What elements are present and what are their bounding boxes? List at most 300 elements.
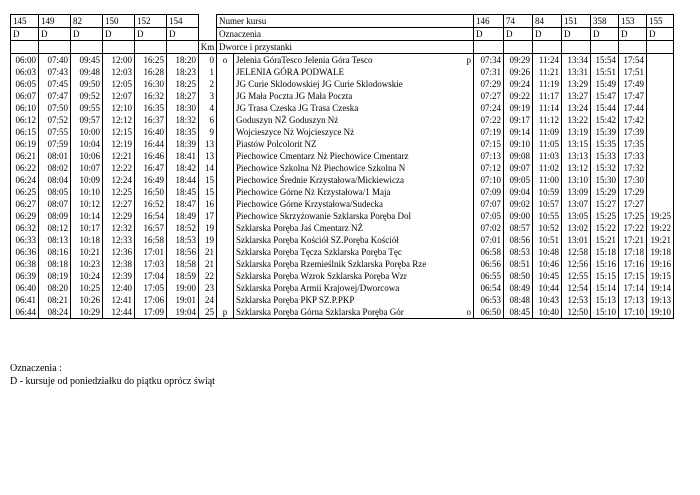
departure-time-left: 08:01 xyxy=(39,150,71,162)
day-code: D xyxy=(474,28,504,41)
stop-name xyxy=(234,90,474,102)
departure-time-right: 17:14 xyxy=(619,282,647,294)
departure-time-right: 09:05 xyxy=(504,174,533,186)
departure-time-left: 06:40 xyxy=(11,282,39,294)
departure-time-left: 17:05 xyxy=(135,282,167,294)
stop-flag-left: p xyxy=(217,306,234,319)
departure-time-left: 08:18 xyxy=(39,258,71,270)
departure-time-right: 19:25 xyxy=(647,210,674,222)
stop-name-text: Piechowice Cmentarz Nż Piechowice Cmentarz xyxy=(236,151,409,161)
km-value: 15 xyxy=(199,174,217,186)
departure-time-left: 08:20 xyxy=(39,282,71,294)
stop-flag-left xyxy=(217,222,234,234)
departure-time-right: 17:42 xyxy=(619,114,647,126)
km-value: 13 xyxy=(199,138,217,150)
departure-time-left: 06:39 xyxy=(11,270,39,282)
stop-row xyxy=(11,126,674,138)
departure-time-left: 07:50 xyxy=(39,102,71,114)
departure-time-right: 15:10 xyxy=(591,306,619,319)
departure-time-left: 06:27 xyxy=(11,198,39,210)
spacer xyxy=(199,28,217,41)
stop-name xyxy=(234,66,474,78)
departure-time-right: 17:21 xyxy=(619,234,647,246)
empty-cell xyxy=(504,41,533,54)
stop-flag-left xyxy=(217,138,234,150)
departure-time-right: 11:24 xyxy=(533,54,562,67)
departure-time-right: 10:51 xyxy=(533,234,562,246)
course-number-right: 74 xyxy=(504,15,533,28)
departure-time-right: 06:53 xyxy=(474,294,504,306)
departure-time-right: 15:14 xyxy=(591,282,619,294)
departure-time-right: 07:07 xyxy=(474,198,504,210)
departure-time-right xyxy=(647,114,674,126)
spacer xyxy=(199,15,217,28)
stop-flag-left xyxy=(217,210,234,222)
departure-time-right: 09:07 xyxy=(504,162,533,174)
departure-time-left: 18:56 xyxy=(167,246,199,258)
stop-name-text: Szklarska Poręba Armii Krajowej/Dworcowa xyxy=(236,283,400,293)
departure-time-left: 16:37 xyxy=(135,114,167,126)
departure-time-right: 17:13 xyxy=(619,294,647,306)
departure-time-left: 07:47 xyxy=(39,90,71,102)
departure-time-right: 08:45 xyxy=(504,306,533,319)
departure-time-left: 06:22 xyxy=(11,162,39,174)
stop-name-text: Piechowice Górne Nż Krzystałowa/1 Maja xyxy=(236,187,391,197)
km-header: Km xyxy=(199,41,217,54)
departure-time-left: 12:25 xyxy=(103,186,135,198)
departure-time-right: 07:27 xyxy=(474,90,504,102)
stop-name xyxy=(234,54,474,67)
departure-time-right xyxy=(647,102,674,114)
departure-time-left: 06:12 xyxy=(11,114,39,126)
stop-name xyxy=(234,270,474,282)
departure-time-right: 10:45 xyxy=(533,270,562,282)
departure-time-left: 06:10 xyxy=(11,102,39,114)
departure-time-right: 17:22 xyxy=(619,222,647,234)
departure-time-left: 18:27 xyxy=(167,90,199,102)
stop-flag-right: o xyxy=(466,307,471,317)
departure-time-right: 13:07 xyxy=(562,198,591,210)
stop-name xyxy=(234,174,474,186)
departure-time-right: 11:14 xyxy=(533,102,562,114)
departure-time-right: 13:05 xyxy=(562,210,591,222)
empty-cell xyxy=(103,41,135,54)
stop-row xyxy=(11,54,674,67)
departure-time-left: 10:10 xyxy=(71,186,103,198)
departure-time-right xyxy=(647,78,674,90)
departure-time-right: 17:25 xyxy=(619,210,647,222)
departure-time-right: 19:15 xyxy=(647,270,674,282)
stop-row xyxy=(11,102,674,114)
departure-time-left: 16:25 xyxy=(135,54,167,67)
day-code: D xyxy=(167,28,199,41)
departure-time-left: 19:04 xyxy=(167,306,199,319)
stop-row xyxy=(11,282,674,294)
departure-time-left: 06:29 xyxy=(11,210,39,222)
departure-time-left: 17:03 xyxy=(135,258,167,270)
stop-flag-left xyxy=(217,258,234,270)
departure-time-left: 09:45 xyxy=(71,54,103,67)
departure-time-right: 06:58 xyxy=(474,246,504,258)
course-number-right: 358 xyxy=(591,15,619,28)
departure-time-right: 08:51 xyxy=(504,258,533,270)
departure-time-right: 11:02 xyxy=(533,162,562,174)
departure-time-left: 12:19 xyxy=(103,138,135,150)
departure-time-left: 16:44 xyxy=(135,138,167,150)
departure-time-right: 11:05 xyxy=(533,138,562,150)
departure-time-left: 16:46 xyxy=(135,150,167,162)
departure-time-right: 19:18 xyxy=(647,246,674,258)
departure-time-left: 18:20 xyxy=(167,54,199,67)
departure-time-left: 06:05 xyxy=(11,78,39,90)
departure-time-right: 07:22 xyxy=(474,114,504,126)
legend-line: D - kursuje od poniedziałku do piątku oprócz świąt xyxy=(10,376,215,387)
stop-name xyxy=(234,258,474,270)
stop-name xyxy=(234,114,474,126)
km-value: 21 xyxy=(199,258,217,270)
departure-time-right: 09:19 xyxy=(504,102,533,114)
departure-time-right xyxy=(647,138,674,150)
departure-time-left: 10:06 xyxy=(71,150,103,162)
stop-row xyxy=(11,150,674,162)
departure-time-left: 16:58 xyxy=(135,234,167,246)
departure-time-right: 15:13 xyxy=(591,294,619,306)
stop-row xyxy=(11,78,674,90)
empty-cell xyxy=(135,41,167,54)
empty-cell xyxy=(591,41,619,54)
departure-time-right xyxy=(647,126,674,138)
stop-name xyxy=(234,246,474,258)
stop-flag-right: p xyxy=(466,55,471,65)
day-code: D xyxy=(71,28,103,41)
km-value: 19 xyxy=(199,222,217,234)
departure-time-left: 18:52 xyxy=(167,222,199,234)
stop-name xyxy=(234,78,474,90)
departure-time-right: 06:50 xyxy=(474,306,504,319)
departure-time-left: 12:44 xyxy=(103,306,135,319)
departure-time-left: 18:39 xyxy=(167,138,199,150)
departure-time-right: 09:14 xyxy=(504,126,533,138)
departure-time-left: 12:12 xyxy=(103,114,135,126)
departure-time-right: 11:21 xyxy=(533,66,562,78)
departure-time-right: 09:08 xyxy=(504,150,533,162)
departure-time-right: 10:46 xyxy=(533,258,562,270)
departure-time-right: 07:02 xyxy=(474,222,504,234)
course-number-left: 154 xyxy=(167,15,199,28)
stop-name-text: JG Mała Poczta JG Mała Poczta xyxy=(236,91,353,101)
departure-time-left: 18:42 xyxy=(167,162,199,174)
stop-row xyxy=(11,306,674,319)
legend-notes xyxy=(10,362,215,388)
stop-flag-left xyxy=(217,234,234,246)
departure-time-right: 10:43 xyxy=(533,294,562,306)
km-value: 3 xyxy=(199,90,217,102)
stop-name xyxy=(234,198,474,210)
departure-time-right: 12:55 xyxy=(562,270,591,282)
departure-time-left: 16:54 xyxy=(135,210,167,222)
departure-time-left: 18:47 xyxy=(167,198,199,210)
stop-flag-left xyxy=(217,294,234,306)
departure-time-right: 15:35 xyxy=(591,138,619,150)
departure-time-left: 08:07 xyxy=(39,198,71,210)
departure-time-right: 07:24 xyxy=(474,102,504,114)
departure-time-right: 09:29 xyxy=(504,54,533,67)
departure-time-left: 06:21 xyxy=(11,150,39,162)
departure-time-left: 12:10 xyxy=(103,102,135,114)
stop-row xyxy=(11,162,674,174)
departure-time-right: 08:50 xyxy=(504,270,533,282)
departure-time-right: 13:12 xyxy=(562,162,591,174)
departure-time-left: 12:29 xyxy=(103,210,135,222)
stop-flag-left xyxy=(217,126,234,138)
stop-flag-left xyxy=(217,162,234,174)
departure-time-right: 06:56 xyxy=(474,258,504,270)
departure-time-left: 10:00 xyxy=(71,126,103,138)
course-number-right: 153 xyxy=(619,15,647,28)
departure-time-left: 18:32 xyxy=(167,114,199,126)
departure-time-left: 08:02 xyxy=(39,162,71,174)
stop-flag-left xyxy=(217,78,234,90)
departure-time-right: 08:56 xyxy=(504,234,533,246)
legend-label: Oznaczenia xyxy=(217,28,474,41)
departure-time-left: 16:50 xyxy=(135,186,167,198)
departure-time-left: 16:28 xyxy=(135,66,167,78)
departure-time-left: 12:33 xyxy=(103,234,135,246)
course-number-left: 152 xyxy=(135,15,167,28)
departure-time-right: 07:10 xyxy=(474,174,504,186)
departure-time-right: 19:22 xyxy=(647,222,674,234)
departure-time-left: 09:55 xyxy=(71,102,103,114)
departure-time-left: 08:24 xyxy=(39,306,71,319)
departure-time-left: 06:15 xyxy=(11,126,39,138)
departure-time-right: 17:49 xyxy=(619,78,647,90)
stop-row xyxy=(11,258,674,270)
departure-time-right: 17:47 xyxy=(619,90,647,102)
departure-time-left: 06:32 xyxy=(11,222,39,234)
stop-flag-left xyxy=(217,282,234,294)
departure-time-left: 08:16 xyxy=(39,246,71,258)
departure-time-left: 06:38 xyxy=(11,258,39,270)
stops-header: Dworce i przystanki xyxy=(217,41,474,54)
departure-time-right: 19:14 xyxy=(647,282,674,294)
departure-time-left: 16:40 xyxy=(135,126,167,138)
departure-time-left: 08:05 xyxy=(39,186,71,198)
stop-row xyxy=(11,234,674,246)
departure-time-right: 07:13 xyxy=(474,150,504,162)
legend-title: Oznaczenia : xyxy=(10,363,62,374)
departure-time-right: 10:48 xyxy=(533,246,562,258)
stop-name-text: Szklarska Poręba Kościół SZ.Poręba Kościół xyxy=(236,235,399,245)
departure-time-left: 16:47 xyxy=(135,162,167,174)
departure-time-left: 09:52 xyxy=(71,90,103,102)
departure-time-right: 09:10 xyxy=(504,138,533,150)
departure-time-right: 08:53 xyxy=(504,246,533,258)
departure-time-left: 18:30 xyxy=(167,102,199,114)
km-value: 9 xyxy=(199,126,217,138)
departure-time-left: 10:07 xyxy=(71,162,103,174)
departure-time-left: 10:14 xyxy=(71,210,103,222)
departure-time-right xyxy=(647,186,674,198)
stop-name xyxy=(234,234,474,246)
departure-time-left: 18:25 xyxy=(167,78,199,90)
departure-time-left: 17:06 xyxy=(135,294,167,306)
stop-name-text: JG Curie Sklodowskiej JG Curie Sklodowskie xyxy=(236,79,403,89)
departure-time-left: 06:44 xyxy=(11,306,39,319)
departure-time-left: 12:22 xyxy=(103,162,135,174)
departure-time-right: 19:21 xyxy=(647,234,674,246)
stop-row xyxy=(11,210,674,222)
departure-time-left: 10:29 xyxy=(71,306,103,319)
stop-name xyxy=(234,102,474,114)
stop-row xyxy=(11,294,674,306)
stop-name xyxy=(234,138,474,150)
km-value: 2 xyxy=(199,78,217,90)
km-value: 14 xyxy=(199,162,217,174)
departure-time-left: 18:59 xyxy=(167,270,199,282)
departure-time-left: 12:21 xyxy=(103,150,135,162)
stop-flag-left xyxy=(217,186,234,198)
departure-time-right: 15:47 xyxy=(591,90,619,102)
departure-time-right: 12:56 xyxy=(562,258,591,270)
day-code: D xyxy=(103,28,135,41)
departure-time-right: 11:17 xyxy=(533,90,562,102)
stop-name-text: Szklarska Poręba Górna Szklarska Poręba Gór xyxy=(236,307,404,317)
day-code: D xyxy=(39,28,71,41)
stop-name-text: Szklarska Poręba Wzrok Szklarska Poręba Wzr xyxy=(236,271,407,281)
departure-time-left: 16:52 xyxy=(135,198,167,210)
departure-time-right: 07:09 xyxy=(474,186,504,198)
departure-time-left: 19:01 xyxy=(167,294,199,306)
departure-time-right: 13:15 xyxy=(562,138,591,150)
departure-time-left: 06:33 xyxy=(11,234,39,246)
departure-time-right: 07:34 xyxy=(474,54,504,67)
departure-time-right: 15:54 xyxy=(591,54,619,67)
departure-time-right: 07:01 xyxy=(474,234,504,246)
departure-time-left: 08:21 xyxy=(39,294,71,306)
stop-flag-left xyxy=(217,198,234,210)
departure-time-left: 12:41 xyxy=(103,294,135,306)
departure-time-right: 11:03 xyxy=(533,150,562,162)
course-number-right: 155 xyxy=(647,15,674,28)
stop-row xyxy=(11,138,674,150)
stop-name xyxy=(234,126,474,138)
departure-time-right: 15:18 xyxy=(591,246,619,258)
departure-time-right: 06:55 xyxy=(474,270,504,282)
departure-time-right xyxy=(647,198,674,210)
departure-time-left: 12:39 xyxy=(103,270,135,282)
stop-name-text: Szklarska Poręba PKP SZ.P.PKP xyxy=(236,295,355,305)
departure-time-right: 09:22 xyxy=(504,90,533,102)
departure-time-right: 15:16 xyxy=(591,258,619,270)
departure-time-right: 08:57 xyxy=(504,222,533,234)
timetable xyxy=(10,14,674,319)
course-number-right: 146 xyxy=(474,15,504,28)
stop-flag-left xyxy=(217,150,234,162)
departure-time-left: 10:17 xyxy=(71,222,103,234)
departure-time-right: 15:22 xyxy=(591,222,619,234)
departure-time-left: 10:24 xyxy=(71,270,103,282)
departure-time-right: 19:16 xyxy=(647,258,674,270)
departure-time-left: 07:43 xyxy=(39,66,71,78)
departure-time-left: 10:12 xyxy=(71,198,103,210)
stop-name-text: Piechowice Szkolna Nż Piechowice Szkolna N xyxy=(236,163,406,173)
departure-time-left: 09:57 xyxy=(71,114,103,126)
km-value: 13 xyxy=(199,150,217,162)
km-value: 1 xyxy=(199,66,217,78)
route-label: Numer kursu xyxy=(217,15,474,28)
course-number-left: 145 xyxy=(11,15,39,28)
stop-row xyxy=(11,186,674,198)
course-number-right: 84 xyxy=(533,15,562,28)
departure-time-left: 06:19 xyxy=(11,138,39,150)
departure-time-left: 10:04 xyxy=(71,138,103,150)
departure-time-right: 17:33 xyxy=(619,150,647,162)
departure-time-right: 15:39 xyxy=(591,126,619,138)
km-value: 16 xyxy=(199,198,217,210)
departure-time-left: 17:01 xyxy=(135,246,167,258)
departure-time-right: 13:34 xyxy=(562,54,591,67)
departure-time-right: 10:40 xyxy=(533,306,562,319)
departure-time-right: 13:27 xyxy=(562,90,591,102)
course-number-left: 149 xyxy=(39,15,71,28)
departure-time-right: 17:54 xyxy=(619,54,647,67)
departure-time-left: 12:32 xyxy=(103,222,135,234)
stop-name-text: Piastów Polcolorit NZ xyxy=(236,139,317,149)
departure-time-right: 15:42 xyxy=(591,114,619,126)
stop-name xyxy=(234,162,474,174)
departure-time-right: 13:19 xyxy=(562,126,591,138)
departure-time-left: 09:50 xyxy=(71,78,103,90)
stop-name xyxy=(234,282,474,294)
stop-flag-left: o xyxy=(217,54,234,67)
departure-time-right: 12:53 xyxy=(562,294,591,306)
stop-row xyxy=(11,174,674,186)
departure-time-left: 12:05 xyxy=(103,78,135,90)
departure-time-right: 17:16 xyxy=(619,258,647,270)
departure-time-right: 17:35 xyxy=(619,138,647,150)
day-code: D xyxy=(504,28,533,41)
course-number-left: 150 xyxy=(103,15,135,28)
empty-cell xyxy=(647,41,674,54)
departure-time-right: 17:30 xyxy=(619,174,647,186)
stop-row xyxy=(11,90,674,102)
departure-time-right xyxy=(647,150,674,162)
departure-time-left: 06:36 xyxy=(11,246,39,258)
departure-time-left: 12:24 xyxy=(103,174,135,186)
empty-cell xyxy=(39,41,71,54)
km-value: 21 xyxy=(199,246,217,258)
stop-flag-left xyxy=(217,246,234,258)
departure-time-left: 08:12 xyxy=(39,222,71,234)
stop-name-text: Szklarska Poręba Rzemieślnik Szklarska Poręba Rze xyxy=(236,259,427,269)
departure-time-right: 07:31 xyxy=(474,66,504,78)
departure-time-right: 12:54 xyxy=(562,282,591,294)
departure-time-right: 11:19 xyxy=(533,78,562,90)
departure-time-left: 08:09 xyxy=(39,210,71,222)
stop-name xyxy=(234,186,474,198)
empty-cell xyxy=(533,41,562,54)
departure-time-right: 15:51 xyxy=(591,66,619,78)
departure-time-left: 16:57 xyxy=(135,222,167,234)
departure-time-right: 09:17 xyxy=(504,114,533,126)
stop-row xyxy=(11,222,674,234)
departure-time-right: 07:05 xyxy=(474,210,504,222)
departure-time-left: 10:09 xyxy=(71,174,103,186)
km-value: 6 xyxy=(199,114,217,126)
day-code: D xyxy=(135,28,167,41)
stop-name-text: JG Trasa Czeska JG Trasa Czeska xyxy=(236,103,359,113)
departure-time-left: 10:23 xyxy=(71,258,103,270)
